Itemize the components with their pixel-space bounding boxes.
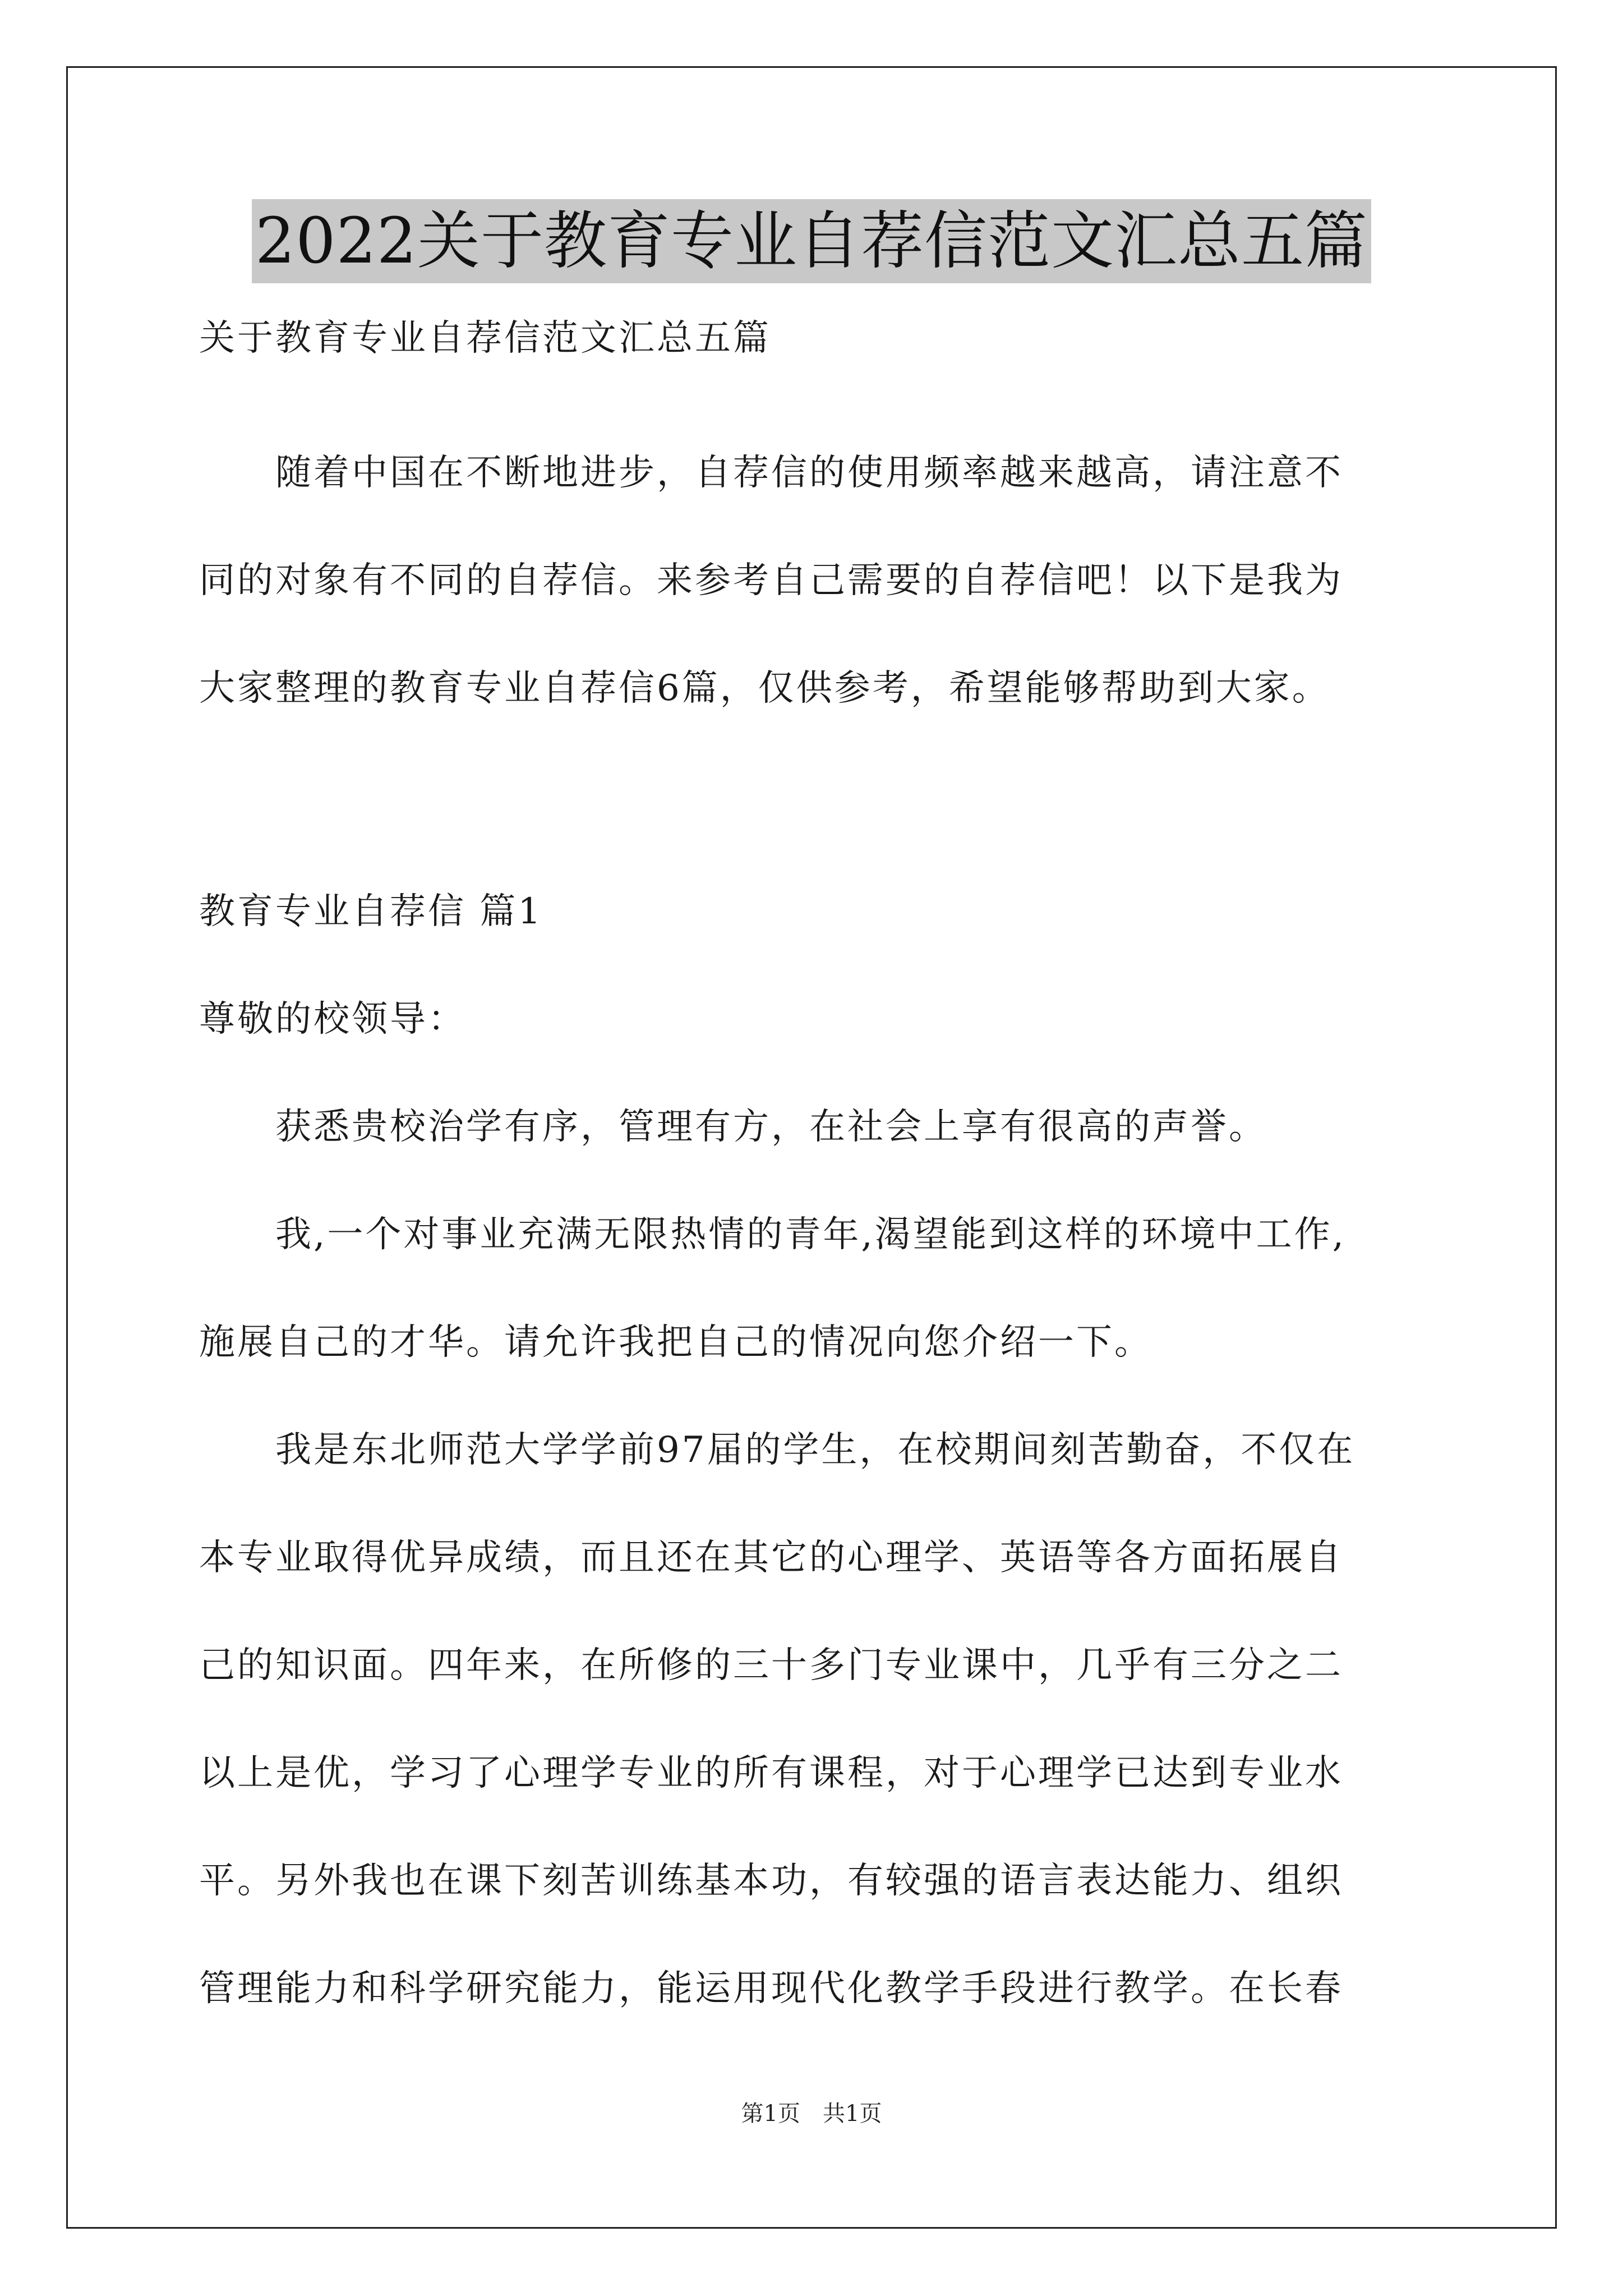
- title-container: [0, 199, 1623, 283]
- page-footer: 第1页 共1页: [741, 2101, 882, 2127]
- document-subtitle: 关于教育专业自荐信范文汇总五篇: [199, 318, 771, 359]
- intro-line-1: 随着中国在不断地进步，自荐信的使用频率越来越高，请注意不: [199, 452, 1343, 494]
- body-line-1: 获悉贵校治学有序，管理有方，在社会上享有很高的声誉。: [199, 1106, 1267, 1148]
- body-line-2: 我,一个对事业充满无限热情的青年,渴望能到这样的环境中工作,: [199, 1214, 1347, 1255]
- body-line-3: 施展自己的才华。请允许我把自己的情况向您介绍一下。: [199, 1322, 1152, 1363]
- body-line-4: 我是东北师范大学学前97届的学生，在校期间刻苦勤奋，不仅在: [199, 1429, 1355, 1471]
- body-line-6: 己的知识面。四年来，在所修的三十多门专业课中，几乎有三分之二: [199, 1645, 1343, 1686]
- body-line-5: 本专业取得优异成绩，而且还在其它的心理学、英语等各方面拓展自: [199, 1537, 1343, 1579]
- body-line-7: 以上是优，学习了心理学专业的所有课程，对于心理学已达到专业水: [199, 1752, 1343, 1794]
- section-heading: 教育专业自荐信 篇1: [199, 891, 543, 932]
- document-title: 2022关于教育专业自荐信范文汇总五篇: [252, 199, 1371, 283]
- salutation: 尊敬的校领导：: [199, 999, 466, 1040]
- intro-line-3: 大家整理的教育专业自荐信6篇，仅供参考，希望能够帮助到大家。: [199, 668, 1330, 709]
- intro-line-2: 同的对象有不同的自荐信。来参考自己需要的自荐信吧！以下是我为: [199, 560, 1343, 601]
- body-line-9: 管理能力和科学研究能力，能运用现代化教学手段进行教学。在长春: [199, 1968, 1343, 2009]
- body-line-8: 平。另外我也在课下刻苦训练基本功，有较强的语言表达能力、组织: [199, 1860, 1343, 1902]
